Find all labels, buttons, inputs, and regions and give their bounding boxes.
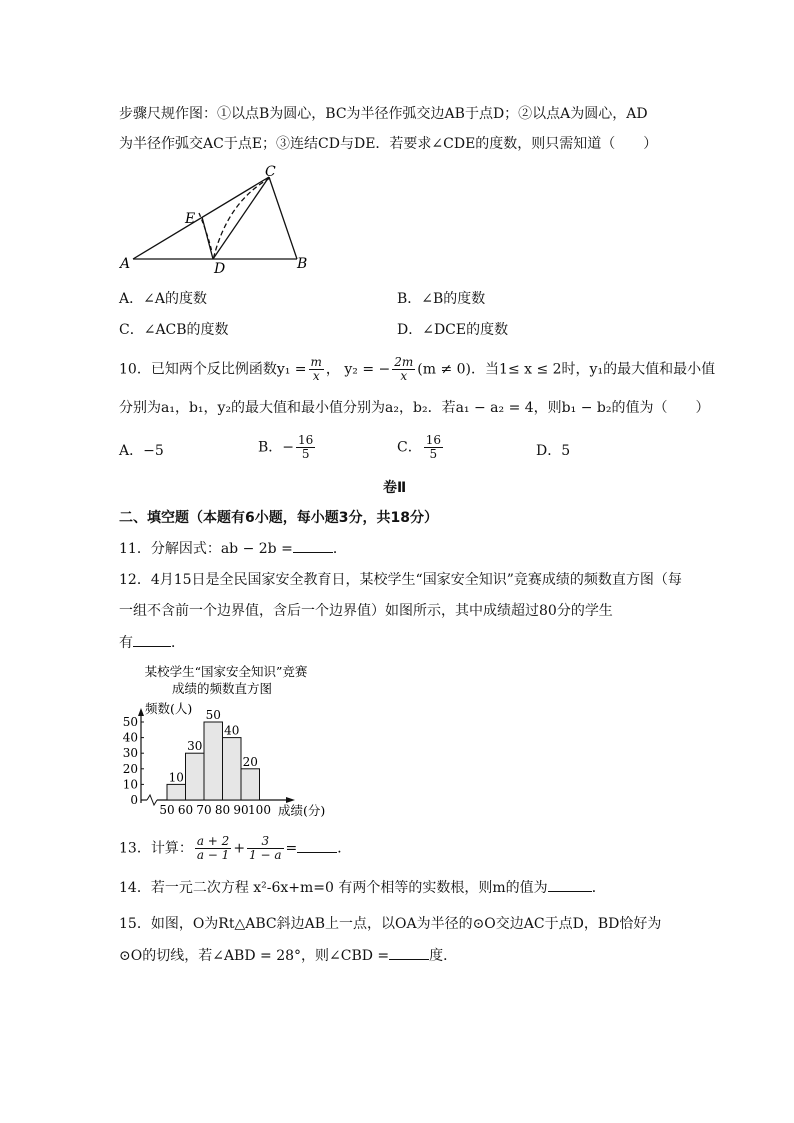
q10-prefix: 10．已知两个反比例函数 bbox=[119, 361, 277, 378]
y-tick-label: 10 bbox=[122, 777, 138, 792]
q10-line1 bbox=[119, 356, 715, 383]
q9-option-c: C．∠ACB的度数 bbox=[119, 322, 229, 338]
q10-y2: ， y₂ = − bbox=[325, 361, 391, 378]
q10-frac1-num: m bbox=[310, 355, 322, 369]
y-tick-label: 50 bbox=[122, 715, 138, 729]
q10-frac2-den: x bbox=[400, 369, 408, 383]
x-tick-label: 100 bbox=[248, 803, 271, 817]
bar-value-label: 40 bbox=[224, 723, 240, 738]
q13-prefix: 13．计算： bbox=[119, 840, 193, 857]
chart-title: 某校学生“国家安全知识”竞赛 bbox=[144, 664, 308, 679]
q10-frac1 bbox=[309, 356, 324, 383]
q10-option-b-prefix: B．− bbox=[258, 439, 295, 456]
q9-label-d: D bbox=[214, 261, 226, 276]
q10-frac1-den: x bbox=[312, 369, 320, 383]
histogram-bar bbox=[204, 722, 223, 800]
q12-line2: 一组不含前一个边界值，含后一个边界值）如图所示，其中成绩超过80分的学生 bbox=[119, 603, 613, 619]
q15-line2-suffix: 度． bbox=[429, 948, 458, 964]
q15-line1: 15．如图，O为Rt△ABC斜边AB上一点，以OA为半径的⊙O交边AC于点D，BD恰好为 bbox=[119, 916, 662, 932]
q9-option-b: B．∠B的度数 bbox=[397, 291, 486, 307]
q9-text-line2: 为半径作弧交AC于点E；③连结CD与DE．若要求∠CDE的度数，则只需知道（ ） bbox=[119, 136, 658, 152]
q9-triangle-figure bbox=[115, 162, 315, 276]
q10-option-b bbox=[258, 434, 317, 461]
q10-option-b-den: 5 bbox=[301, 447, 310, 461]
x-tick-label: 90 bbox=[233, 803, 249, 817]
q13-frac2-den: 1 − a bbox=[249, 848, 282, 862]
histogram-bar bbox=[167, 784, 186, 800]
x-tick-label: 70 bbox=[196, 803, 212, 817]
q13-answer-blank[interactable] bbox=[297, 838, 337, 853]
q9-label-c: C bbox=[265, 164, 276, 180]
q15-answer-blank[interactable] bbox=[389, 945, 429, 960]
q10-suffix: ．当1≤ x ≤ 2时，y₁的最大值和最小值 bbox=[471, 361, 716, 378]
q10-condition: (m ≠ 0) bbox=[417, 361, 472, 378]
histogram-bar bbox=[223, 738, 242, 800]
q10-line2: 分别为a₁，b₁，y₂的最大值和最小值分别为a₂，b₂．若a₁ − a₂ = 4，则b₁ − b₂的值为（ ） bbox=[119, 400, 710, 416]
q9-option-d: D．∠DCE的度数 bbox=[397, 322, 509, 338]
bar-value-label: 50 bbox=[205, 708, 221, 722]
section2-header: 二、填空题（本题有6小题，每小题3分，共18分） bbox=[119, 510, 438, 526]
q13-suffix: ． bbox=[337, 840, 352, 857]
bar-value-label: 20 bbox=[242, 754, 258, 769]
histogram-bar bbox=[186, 753, 205, 800]
q10-frac2-num: 2m bbox=[394, 355, 414, 369]
q10-option-b-frac bbox=[296, 434, 315, 461]
histogram-bar bbox=[241, 769, 260, 800]
chart-x-axis-label: 成绩(分) bbox=[278, 803, 326, 818]
q9-text-line1: 步骤尺规作图：①以点B为圆心，BC为半径作弧交边AB于点D；②以点A为圆心，AD bbox=[119, 106, 648, 122]
q13-eq: = bbox=[285, 840, 298, 857]
q10-y1: y₁ = bbox=[276, 361, 307, 378]
x-axis-break-mark bbox=[147, 795, 157, 805]
q11-answer-blank[interactable] bbox=[293, 538, 333, 553]
q13-frac1-num: a + 2 bbox=[196, 834, 230, 848]
q11-prefix: 11．分解因式：ab − 2b = bbox=[119, 541, 293, 557]
bar-value-label: 10 bbox=[168, 770, 184, 785]
q13 bbox=[119, 835, 351, 862]
q10-option-d: D．5 bbox=[536, 443, 571, 459]
q15-line2 bbox=[119, 945, 457, 966]
q12-line3-suffix: ． bbox=[171, 635, 185, 651]
q14-suffix: ． bbox=[591, 880, 606, 896]
q12-line1: 12．4月15日是全民国家安全教育日，某校学生“国家安全知识”竞赛成绩的频数直方图（每 bbox=[119, 572, 682, 588]
x-tick-label: 60 bbox=[177, 803, 194, 817]
q13-plus: + bbox=[233, 840, 246, 857]
x-tick-label: 80 bbox=[214, 803, 231, 817]
q10-option-b-num: 16 bbox=[298, 433, 314, 447]
q12-answer-blank[interactable] bbox=[133, 632, 171, 647]
y-tick-label: 30 bbox=[122, 746, 138, 761]
chart-subtitle: 成绩的频数直方图 bbox=[171, 681, 273, 696]
q10-option-c-num: 16 bbox=[425, 433, 441, 447]
q12-line3-prefix: 有 bbox=[119, 635, 133, 651]
q13-frac2 bbox=[247, 835, 283, 862]
y-axis-arrow bbox=[138, 708, 144, 716]
q9-label-e: E bbox=[185, 211, 196, 227]
bar-value-label: 30 bbox=[187, 739, 203, 754]
q15-line2-prefix: ⊙O的切线，若∠ABD = 28°，则∠CBD = bbox=[119, 948, 390, 964]
y-tick-label: 40 bbox=[122, 730, 138, 745]
q14 bbox=[119, 877, 606, 898]
q11-suffix: ． bbox=[332, 541, 347, 557]
q13-frac1-den: a − 1 bbox=[196, 848, 230, 862]
volume-title: 卷Ⅱ bbox=[383, 480, 407, 496]
y-tick-label: 20 bbox=[122, 761, 138, 776]
q14-answer-blank[interactable] bbox=[548, 877, 592, 892]
q10-option-a: A．−5 bbox=[119, 443, 164, 459]
q10-frac2 bbox=[392, 356, 415, 383]
histogram-chart bbox=[112, 660, 342, 822]
q12-line3 bbox=[119, 632, 185, 653]
y-tick-label: 0 bbox=[130, 793, 138, 807]
chart-y-axis-label: 频数(人) bbox=[145, 701, 193, 716]
q10-option-c-prefix: C． bbox=[397, 439, 422, 456]
q13-frac1 bbox=[195, 835, 231, 862]
q14-prefix: 14．若一元二次方程 x²-6x+m=0 有两个相等的实数根，则m的值为 bbox=[119, 880, 548, 896]
q10-option-c-den: 5 bbox=[429, 447, 438, 461]
q9-label-b: B bbox=[297, 256, 308, 272]
q10-option-c-frac bbox=[424, 434, 443, 461]
q9-option-a: A．∠A的度数 bbox=[119, 291, 207, 307]
q11 bbox=[119, 538, 347, 559]
q9-label-a: A bbox=[120, 256, 131, 272]
q10-option-c bbox=[397, 434, 445, 461]
x-tick-label: 50 bbox=[159, 803, 175, 817]
q13-frac2-num: 3 bbox=[247, 835, 283, 849]
